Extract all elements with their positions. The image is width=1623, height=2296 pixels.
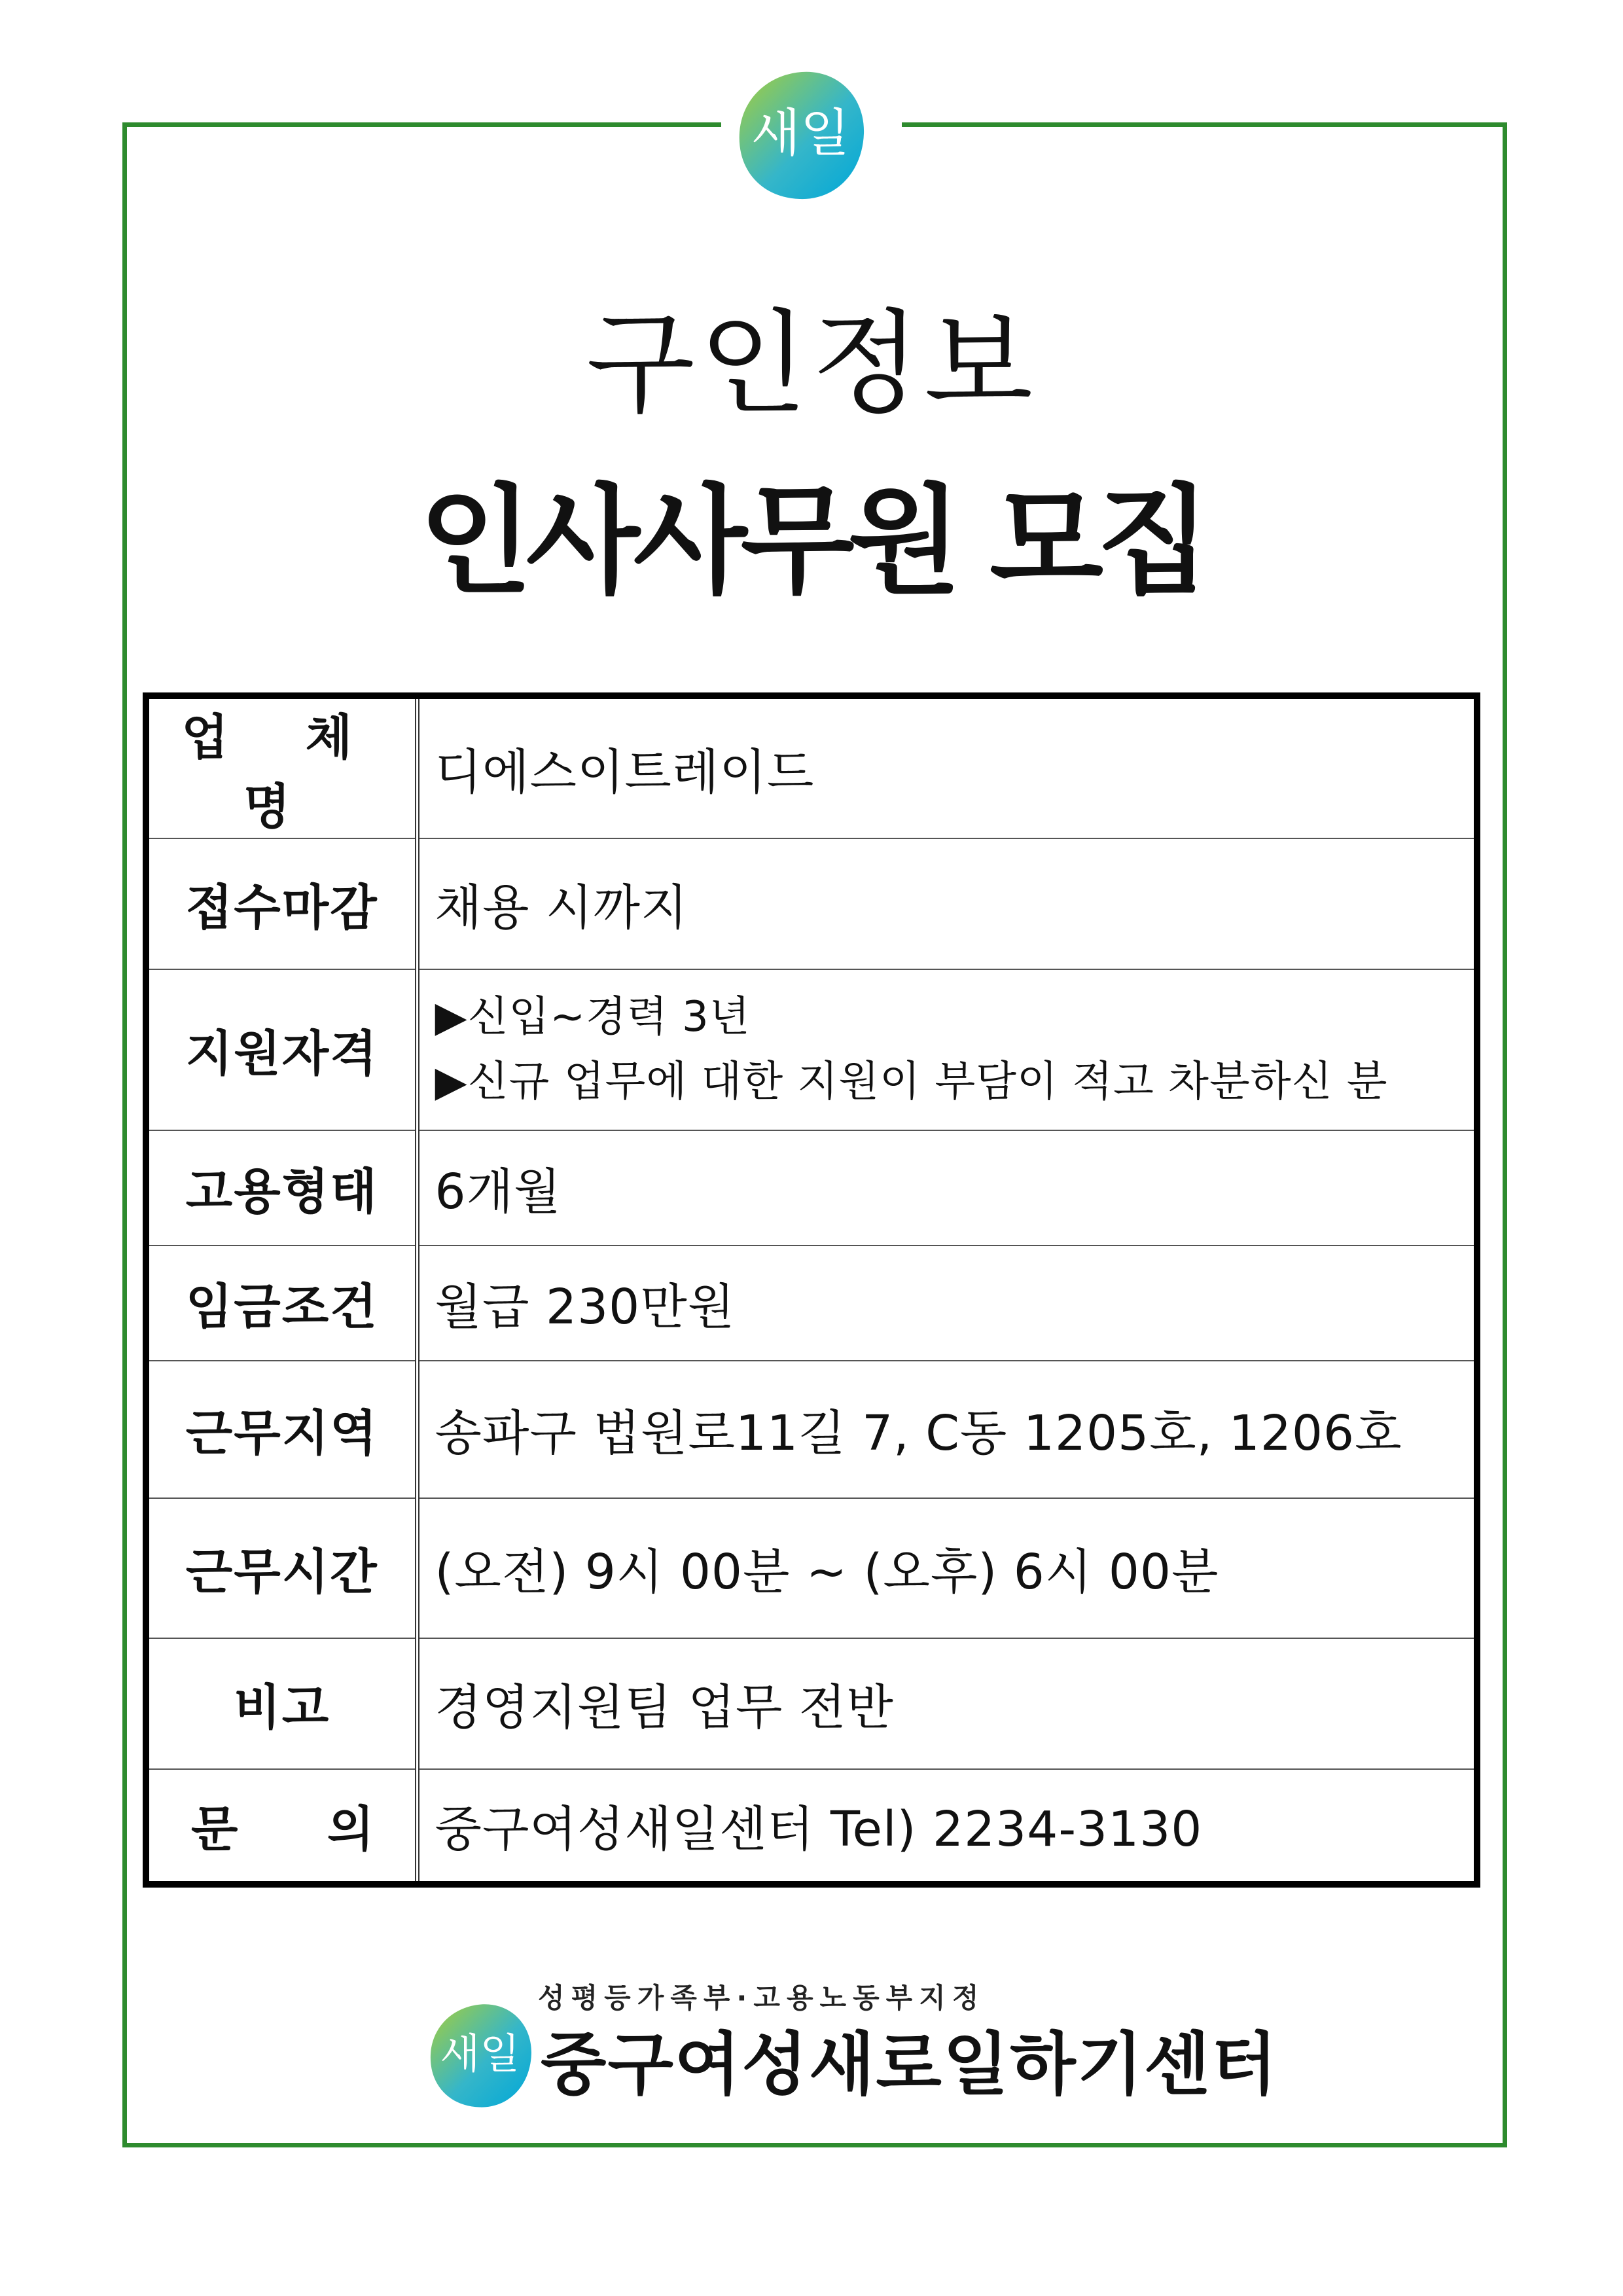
footer-logo-text: 새일 (440, 2029, 520, 2078)
saeil-footer-logo-icon (425, 2000, 537, 2111)
center-name: 중구여성새로일하기센터 (541, 2024, 1279, 2104)
table-row (146, 1361, 1477, 1498)
row-label (146, 1769, 417, 1884)
row-label: 지원자격 (146, 969, 417, 1130)
row-label: 고용형태 (146, 1130, 417, 1246)
job-title: 인사사무원 모집 (419, 473, 1204, 610)
logo-text: 새일 (751, 104, 850, 163)
row-label: 업 체 명 (146, 696, 417, 838)
row-value: 6개월 (417, 1130, 1477, 1246)
table-row (146, 696, 1477, 838)
row-label: 근무시간 (146, 1498, 417, 1638)
row-label: 임금조건 (146, 1246, 417, 1361)
label-char: 의 (327, 1801, 376, 1857)
job-info-table (143, 692, 1480, 1888)
table-row (146, 1130, 1477, 1246)
row-value: 디에스이트레이드 (417, 696, 1477, 838)
category-heading: 구인정보 (586, 298, 1037, 429)
qualification-line: ▶신규 업무에 대한 지원이 부담이 적고 차분하신 분 (435, 1058, 1388, 1106)
saeil-logo-icon (733, 67, 870, 204)
designation-text: 성평등가족부·고용노동부지정 (538, 1982, 986, 2014)
row-value: 송파구 법원로11길 7, C동 1205호, 1206호 (417, 1361, 1477, 1498)
row-label: 접수마감 (146, 838, 417, 969)
table-row (146, 838, 1477, 969)
row-value (417, 969, 1477, 1130)
qualification-line: ▶신입~경력 3년 (435, 992, 751, 1041)
table-row (146, 1769, 1477, 1884)
row-value: 경영지원팀 업무 전반 (417, 1638, 1477, 1769)
table-row (146, 1638, 1477, 1769)
split-label (149, 1791, 415, 1860)
row-value: 중구여성새일센터 Tel) 2234-3130 (435, 1801, 1203, 1857)
table-row (146, 969, 1477, 1130)
table-row (146, 1246, 1477, 1361)
row-label: 근무지역 (146, 1361, 417, 1498)
row-label: 비고 (146, 1638, 417, 1769)
label-char: 문 (191, 1801, 240, 1857)
row-value: 월급 230만원 (417, 1246, 1477, 1361)
row-value: 채용 시까지 (417, 838, 1477, 969)
table-row (146, 1498, 1477, 1638)
row-value: (오전) 9시 00분 ~ (오후) 6시 00분 (417, 1498, 1477, 1638)
